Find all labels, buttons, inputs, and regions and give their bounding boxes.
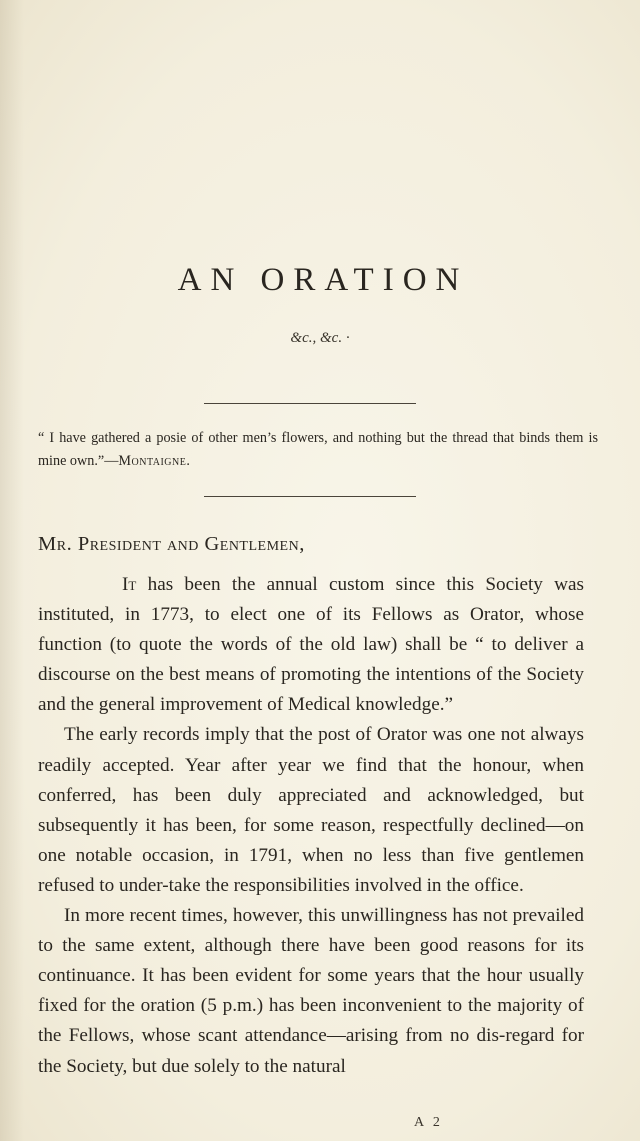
divider-rule-bottom	[204, 496, 416, 497]
signature-mark: A 2	[414, 1115, 443, 1130]
salutation: Mr. President and Gentlemen,	[38, 533, 305, 555]
epigraph-author: Montaigne.	[118, 453, 191, 469]
page-subtitle: &c., &c. ·	[290, 330, 350, 346]
body-text	[38, 570, 584, 1082]
paragraph-3: In more recent times, however, this unwillingness has not prevailed to the same extent, although there have been good reasons for its continuance. It has been evident for some years that the hour usually fixed for the oration (5 p.m.) has been inconvenient to the majority of the Fellows, whose scant attendance—arising from no dis-regard for the Society, but due solely to the natural	[38, 905, 584, 1077]
paragraph-2: The early records imply that the post of Orator was one not always readily accepted. Year after year we find that the honour, when conferred, has been duly appreciated and acknowledged, but subsequently it has been, for some reason, respectfully declined—on one notable occasion, in 1791, when no less than five gentlemen refused to under-take the responsibilities involved in the office.	[38, 724, 584, 896]
divider-rule-top	[204, 403, 416, 404]
page-title: AN ORATION	[177, 262, 469, 298]
paragraph-1-lead: It	[122, 574, 137, 595]
paragraph-1	[38, 570, 584, 720]
epigraph	[38, 427, 598, 473]
epigraph-quote: “ I have gathered a posie of other men’s flowers, and nothing but the thread that binds them is mine own.”—	[38, 430, 598, 469]
paragraph-1-text: has been the annual custom since this Society was instituted, in 1773, to elect one of its Fellows as Orator, whose function (to quote the words of the old law) shall be “ to deliver a discourse on the best means of promoting the intentions of the Society and the general improvement of Medical knowledge.”	[38, 574, 584, 716]
page-gutter-shadow	[0, 0, 24, 1141]
